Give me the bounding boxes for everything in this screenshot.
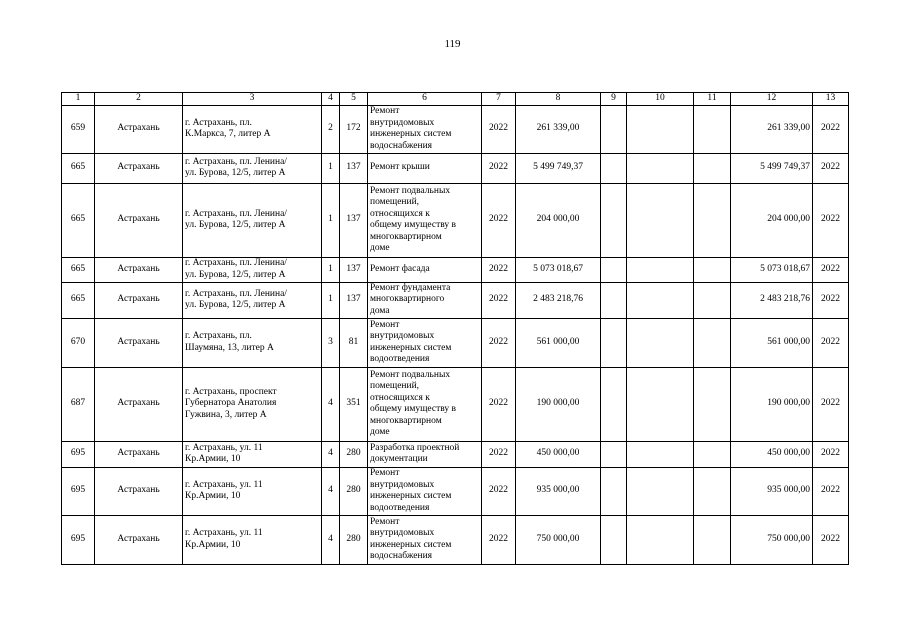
- column-header: 3: [183, 93, 322, 106]
- cell-address-line: ул. Бурова, 12/5, литер А: [185, 300, 286, 310]
- cell-work-type-line: дома: [370, 305, 390, 316]
- cell-work-type-line: Ремонт: [370, 106, 400, 116]
- cell-col-9: [601, 105, 627, 153]
- cell-work-type-line: инженерных систем: [370, 342, 452, 353]
- cell-municipality: Астрахань: [95, 153, 183, 183]
- cell-work-type: [368, 183, 482, 257]
- cell-year: 2022: [482, 515, 516, 564]
- cell-work-type-line: доме: [370, 243, 390, 253]
- cell-cost: 750 000,00: [516, 515, 601, 564]
- column-number-row: [62, 93, 849, 106]
- cell-work-type-line: доме: [370, 427, 390, 437]
- cell-col-5: 280: [340, 515, 368, 564]
- cell-year: 2022: [482, 441, 516, 467]
- cell-funding-amount: 935 000,00: [731, 467, 813, 515]
- cell-completion-year: 2022: [813, 105, 849, 153]
- cell-completion-year: 2022: [813, 257, 849, 282]
- cell-address-line: г. Астрахань, пл. Ленина/: [185, 258, 287, 268]
- cell-year: 2022: [482, 367, 516, 441]
- column-header: 7: [482, 93, 516, 106]
- table-row: [62, 153, 849, 183]
- cell-municipality: Астрахань: [95, 282, 183, 318]
- cell-cost: 450 000,00: [516, 441, 601, 467]
- cell-col-11: [694, 257, 731, 282]
- cell-completion-year: 2022: [813, 441, 849, 467]
- cell-cost: 5 499 749,37: [516, 153, 601, 183]
- cell-col-4: 4: [322, 467, 340, 515]
- cell-funding-amount: 204 000,00: [731, 183, 813, 257]
- cell-house-number: 670: [62, 318, 95, 367]
- table-row: [62, 367, 849, 441]
- cell-col-4: 2: [322, 105, 340, 153]
- cell-cost: 261 339,00: [516, 105, 601, 153]
- cell-col-9: [601, 183, 627, 257]
- cell-work-type: [368, 515, 482, 564]
- cell-col-4: 1: [322, 153, 340, 183]
- cell-col-10: [627, 318, 694, 367]
- cell-address: [183, 282, 322, 318]
- cell-col-10: [627, 441, 694, 467]
- cell-work-type-line: относящихся к: [370, 208, 430, 219]
- cell-work-type-line: внутридомовых: [370, 479, 435, 490]
- cell-completion-year: 2022: [813, 282, 849, 318]
- cell-funding-amount: 5 073 018,67: [731, 257, 813, 282]
- column-header: 8: [516, 93, 601, 106]
- column-header: 1: [62, 93, 95, 106]
- cell-work-type-line: относящихся к: [370, 392, 430, 403]
- cell-funding-amount: 450 000,00: [731, 441, 813, 467]
- cell-work-type: [368, 105, 482, 153]
- cell-work-type-line: Ремонт подвальных: [370, 185, 451, 196]
- cell-year: 2022: [482, 257, 516, 282]
- cell-work-type-line: многоквартирном: [370, 415, 442, 426]
- cell-address: [183, 153, 322, 183]
- cell-work-type-line: многоквартирного: [370, 294, 445, 305]
- cell-cost: 204 000,00: [516, 183, 601, 257]
- cell-col-11: [694, 105, 731, 153]
- cell-cost: 2 483 218,76: [516, 282, 601, 318]
- cell-work-type-line: водоснабжения: [370, 140, 433, 151]
- cell-address: [183, 257, 322, 282]
- cell-completion-year: 2022: [813, 467, 849, 515]
- table-row: [62, 282, 849, 318]
- cell-address-line: Кр.Армии, 10: [185, 454, 241, 464]
- column-header: 6: [368, 93, 482, 106]
- table-row: [62, 515, 849, 564]
- cell-house-number: 665: [62, 153, 95, 183]
- cell-address-line: Гужвина, 3, литер А: [185, 409, 267, 420]
- cell-house-number: 695: [62, 515, 95, 564]
- cell-house-number: 665: [62, 257, 95, 282]
- cell-cost: 561 000,00: [516, 318, 601, 367]
- cell-house-number: 659: [62, 105, 95, 153]
- cell-house-number: 695: [62, 441, 95, 467]
- cell-funding-amount: 190 000,00: [731, 367, 813, 441]
- column-header: 5: [340, 93, 368, 106]
- cell-address-line: г. Астрахань, ул. 11: [185, 442, 263, 453]
- cell-col-11: [694, 467, 731, 515]
- cell-address-line: г. Астрахань, пл. Ленина/: [185, 288, 287, 299]
- cell-col-9: [601, 441, 627, 467]
- cell-work-type-line: инженерных систем: [370, 129, 452, 139]
- cell-address: [183, 467, 322, 515]
- cell-address: [183, 183, 322, 257]
- cell-work-type-line: водоснабжения: [370, 551, 433, 561]
- cell-year: 2022: [482, 282, 516, 318]
- cell-work-type-line: многоквартирном: [370, 231, 442, 242]
- column-header: 10: [627, 93, 694, 106]
- cell-address: [183, 318, 322, 367]
- cell-col-9: [601, 318, 627, 367]
- cell-col-4: 1: [322, 183, 340, 257]
- cell-address: [183, 441, 322, 467]
- cell-year: 2022: [482, 467, 516, 515]
- cell-col-4: 4: [322, 367, 340, 441]
- cell-col-10: [627, 257, 694, 282]
- cell-work-type-line: инженерных систем: [370, 491, 452, 501]
- cell-funding-amount: 261 339,00: [731, 105, 813, 153]
- cell-col-11: [694, 515, 731, 564]
- cell-work-type: [368, 153, 482, 183]
- cell-col-10: [627, 282, 694, 318]
- column-header: 9: [601, 93, 627, 106]
- cell-col-11: [694, 318, 731, 367]
- cell-col-9: [601, 515, 627, 564]
- cell-funding-amount: 5 499 749,37: [731, 153, 813, 183]
- cell-work-type-line: Ремонт фундамента: [370, 282, 451, 293]
- table-row: [62, 257, 849, 282]
- cell-address: [183, 515, 322, 564]
- cell-address-line: ул. Бурова, 12/5, литер А: [185, 168, 286, 178]
- cell-municipality: Астрахань: [95, 441, 183, 467]
- cell-work-type-line: документации: [370, 454, 428, 464]
- cell-col-11: [694, 282, 731, 318]
- cell-address-line: г. Астрахань, пл.: [185, 331, 252, 341]
- cell-address-line: Губернатора Анатолия: [185, 398, 277, 409]
- cell-col-5: 280: [340, 441, 368, 467]
- table-row: [62, 441, 849, 467]
- table-row: [62, 467, 849, 515]
- cell-work-type-line: Разработка проектной: [370, 442, 460, 453]
- cell-col-5: 137: [340, 257, 368, 282]
- cell-work-type: [368, 257, 482, 282]
- cell-col-4: 3: [322, 318, 340, 367]
- cell-col-4: 1: [322, 282, 340, 318]
- column-header: 12: [731, 93, 813, 106]
- cell-house-number: 695: [62, 467, 95, 515]
- cell-work-type-line: водоотведения: [370, 502, 430, 513]
- cell-work-type-line: общему имуществу в: [370, 404, 457, 414]
- cell-col-5: 280: [340, 467, 368, 515]
- cell-col-4: 1: [322, 257, 340, 282]
- cell-col-10: [627, 153, 694, 183]
- cell-address-line: Кр.Армии, 10: [185, 539, 241, 550]
- cell-work-type: [368, 441, 482, 467]
- table-row: [62, 105, 849, 153]
- cell-work-type-line: помещений,: [370, 381, 420, 391]
- cell-col-10: [627, 467, 694, 515]
- cell-funding-amount: 561 000,00: [731, 318, 813, 367]
- cell-col-9: [601, 467, 627, 515]
- table-row: [62, 318, 849, 367]
- cell-col-11: [694, 367, 731, 441]
- cell-col-9: [601, 257, 627, 282]
- cell-col-4: 4: [322, 441, 340, 467]
- cell-col-5: 137: [340, 153, 368, 183]
- cell-col-5: 81: [340, 318, 368, 367]
- cell-col-5: 137: [340, 183, 368, 257]
- cell-col-11: [694, 441, 731, 467]
- cell-cost: 5 073 018,67: [516, 257, 601, 282]
- cell-completion-year: 2022: [813, 515, 849, 564]
- cell-completion-year: 2022: [813, 318, 849, 367]
- cell-year: 2022: [482, 105, 516, 153]
- cell-col-10: [627, 183, 694, 257]
- cell-work-type-line: Ремонт крыши: [370, 162, 430, 173]
- cell-cost: 190 000,00: [516, 367, 601, 441]
- cell-completion-year: 2022: [813, 153, 849, 183]
- table-row: [62, 183, 849, 257]
- cell-municipality: Астрахань: [95, 318, 183, 367]
- column-header: 11: [694, 93, 731, 106]
- cell-completion-year: 2022: [813, 183, 849, 257]
- cell-house-number: 665: [62, 282, 95, 318]
- cell-funding-amount: 750 000,00: [731, 515, 813, 564]
- cell-address-line: г. Астрахань, пл. Ленина/: [185, 208, 287, 219]
- cell-col-9: [601, 367, 627, 441]
- cell-work-type-line: внутридомовых: [370, 331, 435, 341]
- column-header: 13: [813, 93, 849, 106]
- cell-work-type-line: Ремонт подвальных: [370, 369, 451, 380]
- cell-work-type-line: внутридомовых: [370, 528, 435, 538]
- cell-address-line: Шаумяна, 13, литер А: [185, 342, 274, 353]
- cell-work-type-line: Ремонт: [370, 468, 400, 478]
- cell-work-type: [368, 467, 482, 515]
- cell-municipality: Астрахань: [95, 367, 183, 441]
- cell-house-number: 665: [62, 183, 95, 257]
- cell-address-line: Кр.Армии, 10: [185, 491, 241, 501]
- cell-address-line: г. Астрахань, ул. 11: [185, 528, 263, 538]
- cell-year: 2022: [482, 183, 516, 257]
- cell-municipality: Астрахань: [95, 467, 183, 515]
- cell-funding-amount: 2 483 218,76: [731, 282, 813, 318]
- cell-work-type-line: Ремонт: [370, 319, 400, 330]
- cell-address: [183, 367, 322, 441]
- cell-address-line: г. Астрахань, пл. Ленина/: [185, 156, 287, 167]
- cell-col-9: [601, 282, 627, 318]
- cell-col-4: 4: [322, 515, 340, 564]
- column-header: 2: [95, 93, 183, 106]
- cell-col-10: [627, 105, 694, 153]
- cell-col-5: 351: [340, 367, 368, 441]
- cell-work-type-line: Ремонт: [370, 516, 400, 527]
- cell-work-type-line: Ремонт фасада: [370, 263, 430, 274]
- cell-address-line: г. Астрахань, ул. 11: [185, 479, 263, 490]
- cell-municipality: Астрахань: [95, 183, 183, 257]
- cell-municipality: Астрахань: [95, 105, 183, 153]
- cell-address-line: г. Астрахань, проспект: [185, 386, 277, 397]
- cell-house-number: 687: [62, 367, 95, 441]
- repair-schedule-table: [61, 92, 849, 565]
- cell-work-type: [368, 367, 482, 441]
- cell-work-type-line: инженерных систем: [370, 539, 452, 550]
- page-number: 119: [444, 38, 461, 50]
- column-header: 4: [322, 93, 340, 106]
- cell-work-type-line: внутридомовых: [370, 117, 435, 128]
- cell-work-type-line: водоотведения: [370, 354, 430, 364]
- cell-address-line: К.Маркса, 7, литер А: [185, 129, 271, 139]
- cell-cost: 935 000,00: [516, 467, 601, 515]
- cell-work-type-line: помещений,: [370, 197, 420, 207]
- cell-address-line: ул. Бурова, 12/5, литер А: [185, 220, 286, 230]
- cell-col-11: [694, 153, 731, 183]
- cell-address-line: ул. Бурова, 12/5, литер А: [185, 269, 286, 280]
- cell-year: 2022: [482, 153, 516, 183]
- cell-col-9: [601, 153, 627, 183]
- cell-col-11: [694, 183, 731, 257]
- cell-municipality: Астрахань: [95, 257, 183, 282]
- cell-year: 2022: [482, 318, 516, 367]
- cell-col-5: 172: [340, 105, 368, 153]
- cell-completion-year: 2022: [813, 367, 849, 441]
- cell-col-5: 137: [340, 282, 368, 318]
- cell-work-type: [368, 282, 482, 318]
- cell-col-10: [627, 367, 694, 441]
- cell-work-type-line: общему имуществу в: [370, 220, 457, 230]
- cell-address-line: г. Астрахань, пл.: [185, 117, 252, 128]
- cell-col-10: [627, 515, 694, 564]
- cell-address: [183, 105, 322, 153]
- cell-municipality: Астрахань: [95, 515, 183, 564]
- cell-work-type: [368, 318, 482, 367]
